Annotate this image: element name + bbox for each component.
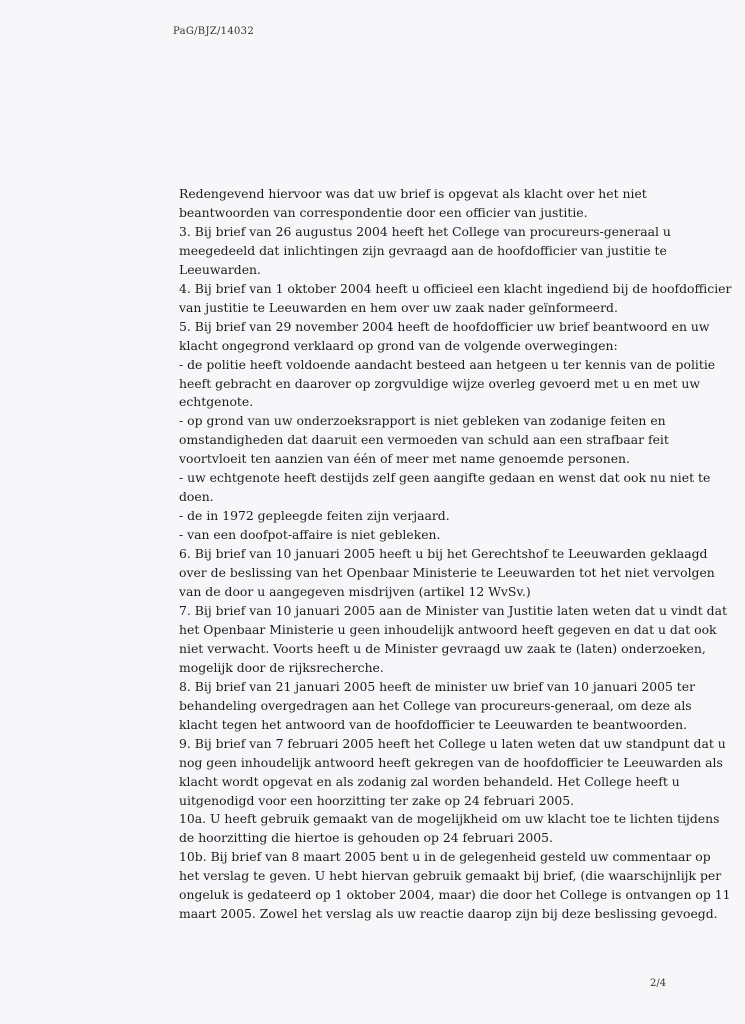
body-line: nog geen inhoudelijk antwoord heeft gekregen van de hoofdofficier te Leeuwarden als bbox=[179, 754, 723, 770]
body-line: klacht tegen het antwoord van de hoofdofficier te Leeuwarden te beantwoorden. bbox=[179, 716, 688, 732]
body-line: klacht ongegrond verklaard op grond van de volgende overwegingen: bbox=[179, 337, 618, 353]
body-line: - op grond van uw onderzoeksrapport is niet gebleken van zodanige feiten en bbox=[179, 413, 666, 429]
body-line: het verslag te geven. U hebt hiervan gebruik gemaakt bij brief, (die waarschijnlijk per bbox=[179, 868, 722, 884]
body-line: 3. Bij brief van 26 augustus 2004 heeft het College van procureurs-generaal u bbox=[179, 223, 671, 239]
body-line: van justitie te Leeuwarden en hem over uw zaak nader geïnformeerd. bbox=[179, 299, 618, 315]
body-line: niet verwacht. Voorts heeft u de Minister gevraagd uw zaak te (laten) onderzoeken, bbox=[179, 640, 706, 656]
body-line: doen. bbox=[179, 489, 214, 505]
document-reference: PaG/BJZ/14032 bbox=[173, 26, 254, 37]
body-line: het Openbaar Ministerie u geen inhoudelijk antwoord heeft gegeven en dat u dat ook bbox=[179, 621, 717, 637]
body-line: Leeuwarden. bbox=[179, 261, 261, 277]
body-line: over de beslissing van het Openbaar Ministerie te Leeuwarden tot het niet vervolgen bbox=[179, 565, 715, 581]
body-line: 8. Bij brief van 21 januari 2005 heeft de minister uw brief van 10 januari 2005 ter bbox=[179, 678, 696, 694]
body-line: 10b. Bij brief van 8 maart 2005 bent u in de gelegenheid gesteld uw commentaar op bbox=[179, 849, 711, 865]
body-line: - van een doofpot-affaire is niet gebleken. bbox=[179, 527, 441, 543]
body-line: 6. Bij brief van 10 januari 2005 heeft u bij het Gerechtshof te Leeuwarden geklaagd bbox=[179, 546, 708, 562]
body-line: Redengevend hiervoor was dat uw brief is opgevat als klacht over het niet bbox=[179, 186, 647, 201]
body-line: mogelijk door de rijksrecherche. bbox=[179, 659, 384, 675]
page-number: 2/4 bbox=[650, 978, 667, 989]
body-line: voortvloeit ten aanzien van één of meer met name genoemde personen. bbox=[179, 451, 630, 467]
body-line: 9. Bij brief van 7 februari 2005 heeft het College u laten weten dat uw standpunt dat u bbox=[179, 735, 726, 751]
body-line: - uw echtgenote heeft destijds zelf geen aangifte gedaan en wenst dat ook nu niet te bbox=[179, 470, 711, 486]
body-line: heeft gebracht en daarover op zorgvuldige wijze overleg gevoerd met u en met uw bbox=[179, 375, 700, 391]
body-line: van de door u aangegeven misdrijven (artikel 12 WvSv.) bbox=[179, 584, 531, 600]
body-line: 7. Bij brief van 10 januari 2005 aan de Minister van Justitie laten weten dat u vindt dat bbox=[179, 602, 727, 618]
body-line: uitgenodigd voor een hoorzitting ter zake op 24 februari 2005. bbox=[179, 792, 575, 808]
body-line: ongeluk is gedateerd op 1 oktober 2004, maar) die door het College is ontvangen op 11 bbox=[179, 887, 731, 903]
body-line: 5. Bij brief van 29 november 2004 heeft de hoofdofficier uw brief beantwoord en uw bbox=[179, 318, 710, 334]
body-line: maart 2005. Zowel het verslag als uw reactie daarop zijn bij deze beslissing gevoegd. bbox=[179, 906, 718, 922]
body-line: behandeling overgedragen aan het College van procureurs-generaal, om deze als bbox=[179, 697, 692, 713]
document-body bbox=[179, 185, 732, 924]
body-line: meegedeeld dat inlichtingen zijn gevraagd aan de hoofdofficier van justitie te bbox=[179, 242, 667, 258]
body-line: - de politie heeft voldoende aandacht besteed aan hetgeen u ter kennis van de politie bbox=[179, 356, 716, 372]
body-line: de hoorzitting die hiertoe is gehouden op 24 februari 2005. bbox=[179, 830, 553, 846]
body-line: klacht wordt opgevat en als zodanig zal worden behandeld. Het College heeft u bbox=[179, 773, 680, 789]
body-line: beantwoorden van correspondentie door een officier van justitie. bbox=[179, 204, 588, 220]
body-line: 10a. U heeft gebruik gemaakt van de mogelijkheid om uw klacht toe te lichten tijdens bbox=[179, 811, 720, 827]
body-line: echtgenote. bbox=[179, 394, 254, 410]
body-line: - de in 1972 gepleegde feiten zijn verjaard. bbox=[179, 508, 450, 524]
body-line: 4. Bij brief van 1 oktober 2004 heeft u officieel een klacht ingediend bij de hoofdofficier bbox=[179, 280, 732, 296]
body-line: omstandigheden dat daaruit een vermoeden van schuld aan een strafbaar feit bbox=[179, 432, 669, 448]
